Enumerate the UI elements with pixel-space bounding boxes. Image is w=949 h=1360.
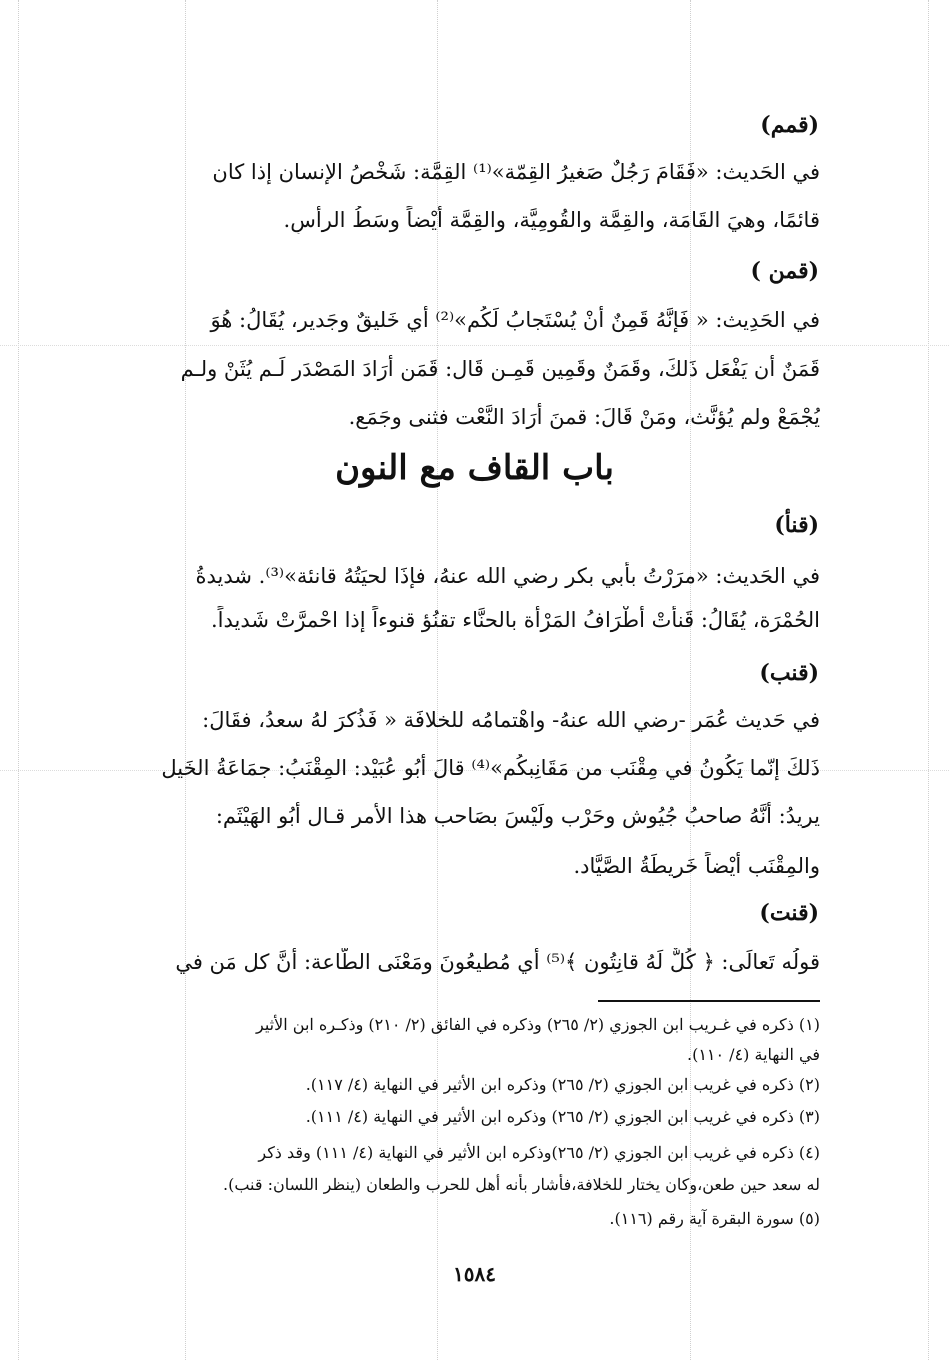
scan-guide-line bbox=[0, 345, 949, 346]
entry-qanab-line: يريدُ: أنَّهُ صاحبُ جُيُوش وحَرْب ولَيْسَ بصَاحب هذا الأمر قـال أبُو الهَيْثَم: bbox=[215, 804, 820, 828]
entry-qana-line: في الحَديث: «مرَرْتُ بأبي بكر رضي الله عنهُ، فإذَا لحيَتُهُ قانئة»⁽³⁾. شديدةُ bbox=[195, 564, 820, 588]
footnote-line: (٤) ذكره في غريب ابن الجوزي (٢/ ٢٦٥)وذكره ابن الأثير في النهاية (٤/ ١١١) وقد ذكر bbox=[258, 1143, 820, 1162]
chapter-title: باب القاف مع النون bbox=[335, 448, 614, 488]
page-number: ١٥٨٤ bbox=[453, 1262, 496, 1286]
entry-heading-qanab: (قنب) bbox=[759, 660, 819, 686]
entry-qamin-line: قَمَنٌ أن يَفْعَل ذَلكَ، وقَمَنٌ وقَمِين قَمِـن قَال: قَمَن أرَادَ المَصْدَر لَـم يُثَنْ ولـم bbox=[180, 357, 820, 381]
scan-guide-line bbox=[18, 0, 19, 1360]
footnote-line: (١) ذكره في غـريب ابن الجوزي (٢/ ٢٦٥) وذكره في الفائق (٢/ ٢١٠) وذكـره ابن الأثير bbox=[256, 1015, 820, 1034]
entry-qanab-line: ذَلكَ إنّما يَكُونُ في مِقْنَب من مَقَانِبكُم»⁽⁴⁾ قالَ أبُو عُبَيْد: المِقْنَبُ: جمَاعَةُ الخَيل bbox=[161, 756, 820, 780]
footnote-line: له سعد حين طعن،وكان يختار للخلافة،فأشار بأنه أهل للحرب والطعان (ينظر اللسان: قنب). bbox=[222, 1175, 820, 1194]
footnote-line: (٢) ذكره في غريب ابن الجوزي (٢/ ٢٦٥) وذكره ابن الأثير في النهاية (٤/ ١١٧). bbox=[305, 1075, 820, 1094]
entry-qana-line: الحُمْرَة، يُقَالُ: قَنأتْ أطْرَافُ المَرْأة بالحنَّاء تقنُؤ قنوءاً إذا احْمرَّتْ شَديداً. bbox=[210, 608, 820, 632]
entry-qamm-line: في الحَديث: «فَقَامَ رَجُلٌ صَغيرُ القِمّة»⁽¹⁾ القِمَّة: شَخْصُ الإنسان إذا كان bbox=[212, 160, 820, 184]
footnote-line: (٥) سورة البقرة آية رقم (١١٦). bbox=[609, 1209, 820, 1228]
entry-heading-qanat: (قنت) bbox=[759, 900, 819, 926]
footnote-line: في النهاية (٤/ ١١٠). bbox=[686, 1045, 820, 1064]
entry-qanab-line: والمِقْنَب أيْضاً خَريطَةُ الصَّيَّاد. bbox=[573, 854, 820, 878]
scan-guide-line bbox=[928, 0, 929, 1360]
entry-qanat-line: قولُه تَعالَى: ﴿ كُلٌّ لَهُ قانِتُون ﴾⁽⁵⁾ أي مُطيعُونَ ومَعْنَى الطَّاعة: أنَّ كل مَن في bbox=[175, 950, 820, 974]
footnote-separator bbox=[598, 1000, 820, 1002]
entry-qamin-line: في الحَدِيث: « فَإنَّهُ قَمِنٌ أَنْ يُسْتَجابُ لَكُم»⁽²⁾ أي خَليقٌ وجَدير، يُقَالُ: هُوَ bbox=[210, 308, 820, 332]
entry-heading-qana: (قنأ) bbox=[774, 512, 819, 538]
entry-heading-qamin: (قمن ) bbox=[750, 258, 819, 284]
entry-heading-qamm: (قمم) bbox=[760, 112, 819, 138]
footnote-line: (٣) ذكره في غريب ابن الجوزي (٢/ ٢٦٥) وذكره ابن الأثير في النهاية (٤/ ١١١). bbox=[305, 1107, 820, 1126]
entry-qamin-line: يُجْمَعْ ولم يُؤنَّث، ومَنْ قَالَ: قمنَ أرَادَ النَّعْت فثنى وجَمَع. bbox=[348, 405, 820, 429]
entry-qamm-line: قائمًا، وهيَ القَامَة، والقِمَّة والقُومِيَّة، والقِمَّة أيْضاً وسَطُ الرأسِ. bbox=[283, 208, 820, 232]
entry-qanab-line: في حَديث عُمَر -رضي الله عنهُ- واهْتمامُه للخلافَة « فَذُكرَ لهُ سعدُ، فقَالَ: bbox=[202, 708, 820, 732]
